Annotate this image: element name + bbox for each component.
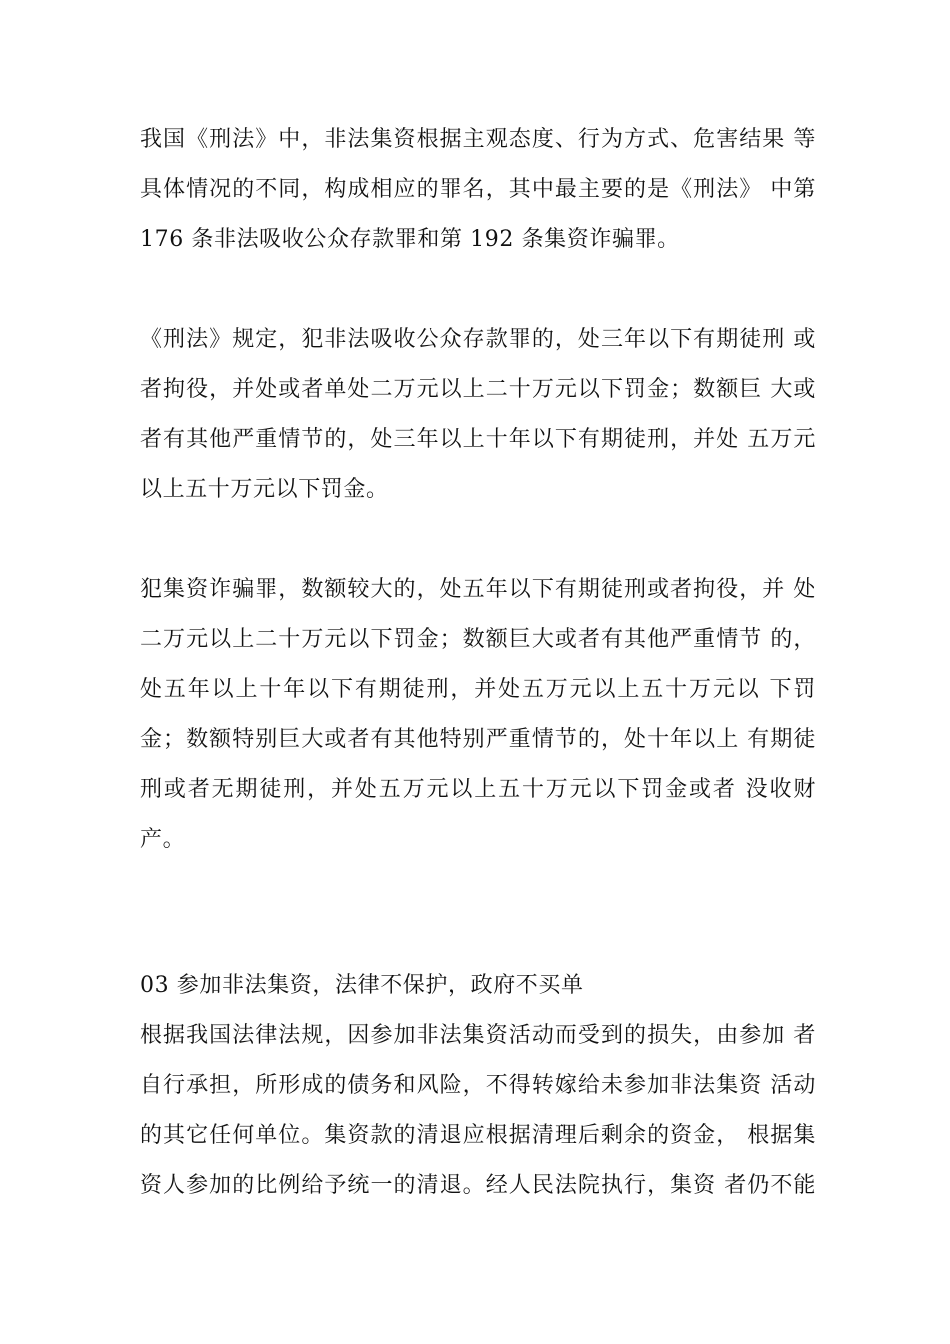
paragraph-2-line-3: 者有其他严重情节的，处三年以上十年以下有期徒刑，并处 五万元: [140, 427, 816, 452]
paragraph-4-line-1: 根据我国法律法规，因参加非法集资活动而受到的损失，由参加 者: [140, 1023, 816, 1048]
paragraph-3-line-1: 犯集资诈骗罪，数额较大的，处五年以下有期徒刑或者拘役，并 处: [140, 577, 816, 602]
paragraph-1-line-3: 176 条非法吸收公众存款罪和第 192 条集资诈骗罪。: [140, 227, 680, 252]
paragraph-3-line-6: 产。: [140, 827, 186, 852]
paragraph-1-line-1: 我国《刑法》中，非法集资根据主观态度、行为方式、危害结果 等: [140, 127, 816, 152]
paragraph-4-line-2: 自行承担，所形成的债务和风险，不得转嫁给未参加非法集资 活动: [140, 1073, 816, 1098]
paragraph-2-line-4: 以上五十万元以下罚金。: [140, 477, 389, 502]
paragraph-3-line-2: 二万元以上二十万元以下罚金；数额巨大或者有其他严重情节 的，: [140, 627, 816, 652]
paragraph-3-line-4: 金；数额特别巨大或者有其他特别严重情节的，处十年以上 有期徒: [140, 727, 816, 752]
section-heading: 03 参加非法集资，法律不保护，政府不买单: [140, 973, 584, 998]
paragraph-1-line-2: 具体情况的不同，构成相应的罪名，其中最主要的是《刑法》 中第: [140, 177, 816, 202]
paragraph-4-line-4: 资人参加的比例给予统一的清退。经人民法院执行，集资 者仍不能: [140, 1173, 816, 1198]
paragraph-3-line-3: 处五年以上十年以下有期徒刑，并处五万元以上五十万元以 下罚: [140, 677, 816, 702]
paragraph-2-line-1: 《刑法》规定，犯非法吸收公众存款罪的，处三年以下有期徒刑 或: [140, 327, 816, 352]
paragraph-2-line-2: 者拘役，并处或者单处二万元以上二十万元以下罚金；数额巨 大或: [140, 377, 816, 402]
paragraph-3-line-5: 刑或者无期徒刑，并处五万元以上五十万元以下罚金或者 没收财: [140, 777, 816, 802]
paragraph-4-line-3: 的其它任何单位。集资款的清退应根据清理后剩余的资金， 根据集: [140, 1123, 816, 1148]
